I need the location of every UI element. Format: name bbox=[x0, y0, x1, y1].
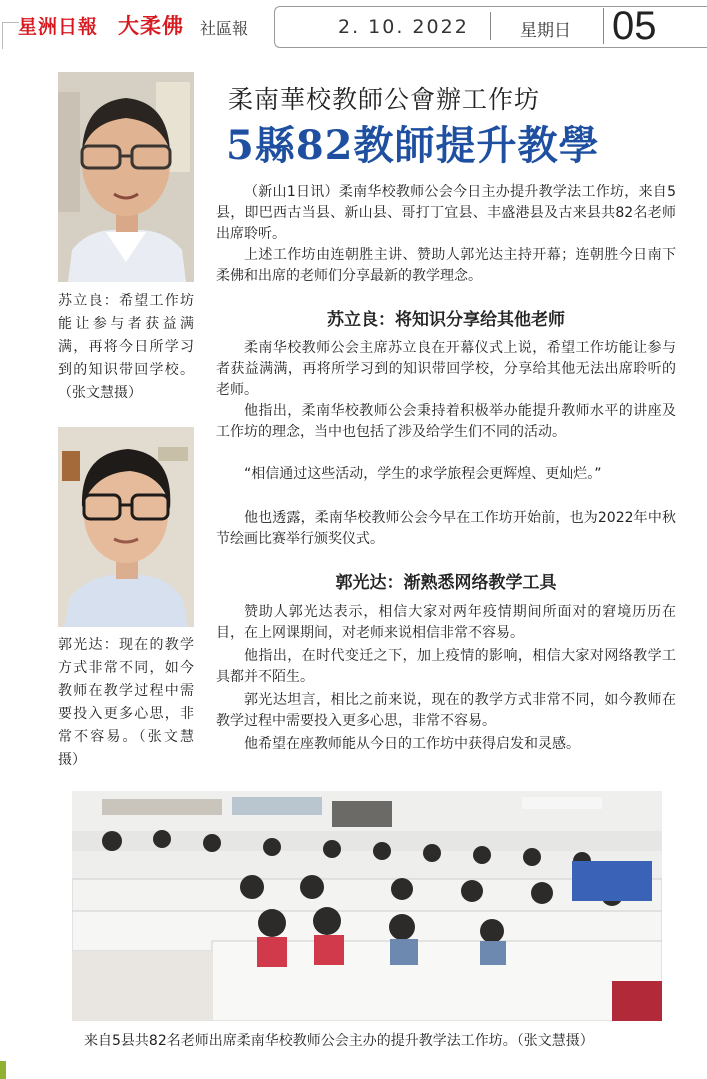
photo-caption-1: 苏立良：希望工作坊能让参与者获益满满，再将今日所学习到的知识带回学校。（张文慧摄） bbox=[58, 293, 194, 401]
skyline-icon bbox=[2, 22, 19, 49]
divider bbox=[603, 8, 604, 44]
headline-main: 5縣82教師提升教學 bbox=[226, 122, 600, 169]
issue-date: 2. 10. 2022 bbox=[338, 16, 469, 38]
photo-caption-2: 郭光达：现在的教学方式非常不同，如今教师在教学过程中需要投入更多心思，非常不容易。（张文慧摄） bbox=[58, 637, 194, 768]
article-paragraph: 他指出，在时代变迁之下，加上疫情的影响，相信大家对网络教学工具都并不陌生。 bbox=[216, 648, 676, 685]
workshop-illustration bbox=[72, 791, 662, 1021]
article-paragraph: （新山1日讯）柔南华校教师公会今日主办提升教学法工作坊，来自5县，即巴西古当县、新山县、哥打丁宜县、丰盛港县及古来县共82名老师出席聆听。 bbox=[216, 184, 676, 242]
workshop-audience-photo bbox=[72, 791, 662, 1021]
article-paragraph: 他也透露，柔南华校教师公会今早在工作坊开始前，也为2022年中秋节绘画比赛举行颁奖仪式。 bbox=[216, 510, 676, 547]
photo-caption-3: 来自5县共82名老师出席柔南华校教师公会主办的提升教学法工作坊。（张文慧摄） bbox=[84, 1033, 594, 1049]
portrait-photo-guo-guangda bbox=[58, 427, 194, 627]
article-paragraph: 柔南华校教师公会主席苏立良在开幕仪式上说，希望工作坊能让参与者获益满满，再将所学习到的知识带回学校，分享给其他无法出席聆听的老师。 bbox=[216, 340, 676, 398]
portrait-photo-su-liliang bbox=[58, 72, 194, 282]
portrait-illustration bbox=[58, 427, 194, 627]
section-name: 大柔佛 bbox=[118, 14, 184, 38]
brand-block bbox=[0, 0, 274, 52]
article-paragraph: 他指出，柔南华校教师公会秉持着积极举办能提升教师水平的讲座及工作坊的理念，当中也包括了涉及给学生们不同的活动。 bbox=[216, 403, 676, 440]
article-paragraph: 赞助人郭光达表示，相信大家对两年疫情期间所面对的窘境历历在目，在上网课期间，对老师来说相信非常不容易。 bbox=[216, 604, 676, 641]
page-corner-mark bbox=[0, 1061, 6, 1079]
portrait-illustration bbox=[58, 72, 194, 282]
issue-weekday: 星期日 bbox=[520, 21, 571, 41]
divider bbox=[490, 12, 491, 40]
subheading-su-liliang: 苏立良：将知识分享给其他老师 bbox=[327, 310, 565, 330]
headline-kicker: 柔南華校教師公會辦工作坊 bbox=[228, 85, 541, 114]
article-paragraph: 郭光达坦言，相比之前来说，现在的教学方式非常不同，如今教师在教学过程中需要投入更多心思，非常不容易。 bbox=[216, 692, 676, 729]
paper-name: 星洲日報 bbox=[18, 16, 99, 38]
subheading-guo-guangda: 郭光达：渐熟悉网络教学工具 bbox=[335, 573, 557, 593]
page-number: 05 bbox=[612, 4, 657, 48]
article-paragraph: 他希望在座教师能从今日的工作坊中获得启发和灵感。 bbox=[244, 736, 580, 752]
article-paragraph: “相信通过这些活动，学生的求学旅程会更辉煌、更灿烂。” bbox=[244, 466, 602, 482]
section-sub: 社區報 bbox=[200, 19, 249, 38]
article-paragraph: 上述工作坊由连朝胜主讲、赞助人郭光达主持开幕；连朝胜今日南下柔佛和出席的老师们分享最新的教学理念。 bbox=[216, 247, 676, 284]
page-header bbox=[0, 0, 707, 52]
